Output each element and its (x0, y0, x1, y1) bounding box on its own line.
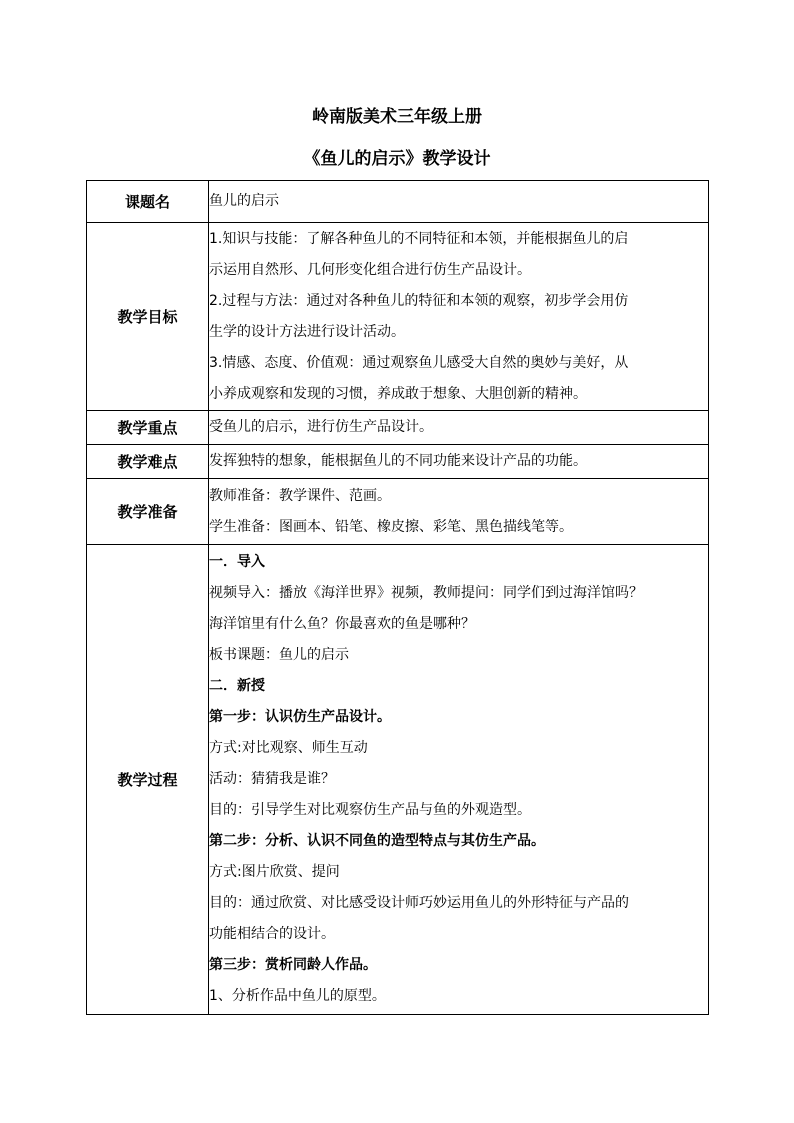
content-line: 3.情感、态度、价值观：通过观察鱼儿感受大自然的奥妙与美好，从 (209, 354, 629, 371)
table-row (87, 223, 709, 411)
row-label: 教学目标 (87, 223, 209, 411)
table-row (87, 181, 709, 223)
content-line: 方式:对比观察、师生互动 (209, 740, 368, 756)
section-heading: 二．新授 (209, 678, 265, 694)
row-label: 课题名 (87, 181, 209, 223)
content-line: 发挥独特的想象，能根据鱼儿的不同功能来设计产品的功能。 (209, 453, 587, 469)
row-content (209, 223, 709, 411)
content-line: 鱼儿的启示 (209, 193, 279, 209)
content-line: 方式:图片欣赏、提问 (209, 864, 340, 880)
content-line: 2.过程与方法：通过对各种鱼儿的特征和本领的观察，初步学会用仿 (209, 292, 629, 309)
table-row (87, 545, 709, 1015)
content-line: 示运用自然形、几何形变化组合进行仿生产品设计。 (209, 261, 531, 278)
row-content (209, 479, 709, 545)
section-heading: 一．导入 (209, 554, 265, 570)
content-line: 板书课题：鱼儿的启示 (209, 647, 349, 663)
document-title: 岭南版美术三年级上册 (312, 107, 482, 127)
step-heading: 第二步：分析、认识不同鱼的造型特点与其仿生产品。 (209, 833, 545, 849)
document-subtitle: 《鱼儿的启示》教学设计 (303, 149, 491, 169)
step-heading: 第一步：认识仿生产品设计。 (209, 709, 391, 725)
lesson-plan-table (86, 180, 709, 1015)
content-line: 生学的设计方法进行设计活动。 (209, 323, 405, 340)
content-line: 小养成观察和发现的习惯，养成敢于想象、大胆创新的精神。 (209, 385, 587, 402)
content-line: 1、分析作品中鱼儿的原型。 (209, 988, 386, 1004)
content-line: 学生准备：图画本、铅笔、橡皮擦、彩笔、黑色描线笔等。 (209, 518, 573, 535)
row-label: 教学难点 (87, 445, 209, 479)
content-line: 1.知识与技能：了解各种鱼儿的不同特征和本领，并能根据鱼儿的启 (209, 230, 629, 247)
row-content (209, 445, 709, 479)
row-content (209, 411, 709, 445)
content-line: 受鱼儿的启示，进行仿生产品设计。 (209, 419, 433, 435)
table-row (87, 411, 709, 445)
content-line: 教师准备：教学课件、范画。 (209, 487, 391, 504)
row-label: 教学重点 (87, 411, 209, 445)
content-line: 功能相结合的设计。 (209, 926, 335, 942)
row-content (209, 181, 709, 223)
content-line: 视频导入：播放《海洋世界》视频，教师提问：同学们到过海洋馆吗？ (209, 585, 643, 601)
content-line: 目的：引导学生对比观察仿生产品与鱼的外观造型。 (209, 802, 531, 818)
content-line: 活动：猜猜我是谁？ (209, 771, 335, 787)
row-content (209, 545, 709, 1015)
row-label: 教学过程 (87, 545, 209, 1015)
content-line: 海洋馆里有什么鱼？你最喜欢的鱼是哪种？ (209, 616, 475, 632)
content-line: 目的：通过欣赏、对比感受设计师巧妙运用鱼儿的外形特征与产品的 (209, 895, 629, 911)
step-heading: 第三步：赏析同龄人作品。 (209, 957, 377, 973)
row-label: 教学准备 (87, 479, 209, 545)
table-row (87, 479, 709, 545)
table-row (87, 445, 709, 479)
